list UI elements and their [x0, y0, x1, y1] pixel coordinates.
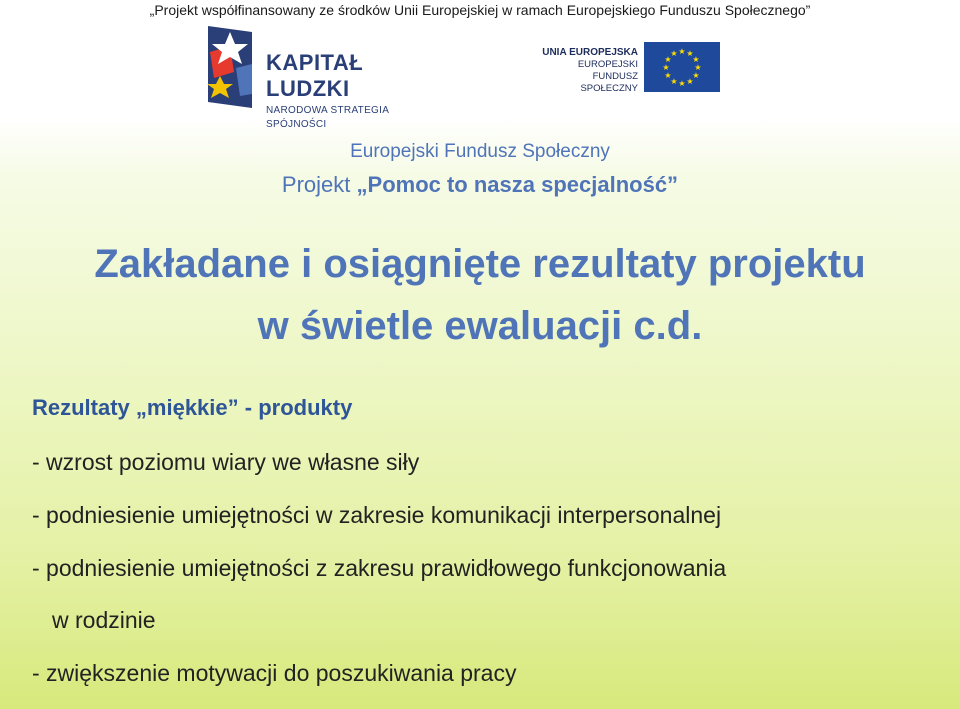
kapital-ludzki-flag-icon: [200, 24, 260, 110]
kapital-ludzki-title: KAPITAŁ LUDZKI: [266, 50, 364, 101]
list-item: - podniesienie umiejętności w zakresie komunikacji interpersonalnej: [32, 502, 722, 528]
svg-text:★: ★: [678, 47, 686, 56]
slide-title: [0, 240, 960, 350]
project-name: „Pomoc to nasza specjalność”: [356, 172, 679, 197]
eu-line2: EUROPEJSKI: [577, 59, 638, 70]
slide-title-line2: w świetle ewaluacji c.d.: [257, 304, 703, 348]
list-item-continuation: w rodzinie: [52, 607, 156, 633]
slide-title-line1: Zakładane i osiągnięte rezultaty projektu: [94, 242, 866, 286]
kapital-ludzki-logo: [200, 24, 450, 130]
list-item: - wzrost poziomu wiary we własne siły: [32, 449, 420, 475]
list-item: - zwiększenie motywacji do poszukiwania pracy: [32, 660, 517, 686]
eu-flag-icon: [644, 42, 720, 92]
list-item: - podniesienie umiejętności z zakresu prawidłowego funkcjonowania: [32, 555, 727, 581]
svg-text:★: ★: [692, 55, 700, 64]
svg-text:★: ★: [692, 71, 700, 80]
svg-text:★: ★: [664, 55, 672, 64]
svg-text:★: ★: [662, 63, 670, 72]
kapital-ludzki-subtitle: NARODOWA STRATEGIA SPÓJNOŚCI: [266, 105, 389, 130]
eu-logo: [540, 40, 730, 94]
svg-text:★: ★: [686, 49, 694, 58]
svg-text:★: ★: [670, 49, 678, 58]
section-heading: Rezultaty „miękkie” - produkty: [32, 395, 353, 420]
project-line: [0, 171, 960, 199]
eu-line3: FUNDUSZ SPOŁECZNY: [580, 71, 638, 94]
svg-text:★: ★: [686, 77, 694, 86]
svg-text:★: ★: [664, 71, 672, 80]
svg-text:★: ★: [678, 79, 686, 88]
svg-text:★: ★: [670, 77, 678, 86]
project-prefix: Projekt: [281, 172, 357, 197]
eu-title: UNIA EUROPEJSKA: [542, 47, 638, 58]
fund-name: Europejski Fundusz Społeczny: [350, 141, 610, 162]
cofinancing-note: „Projekt współfinansowany ze środków Unii Europejskiej w ramach Europejskiego Funduszu Społecznego”: [149, 2, 811, 18]
svg-text:★: ★: [694, 63, 702, 72]
